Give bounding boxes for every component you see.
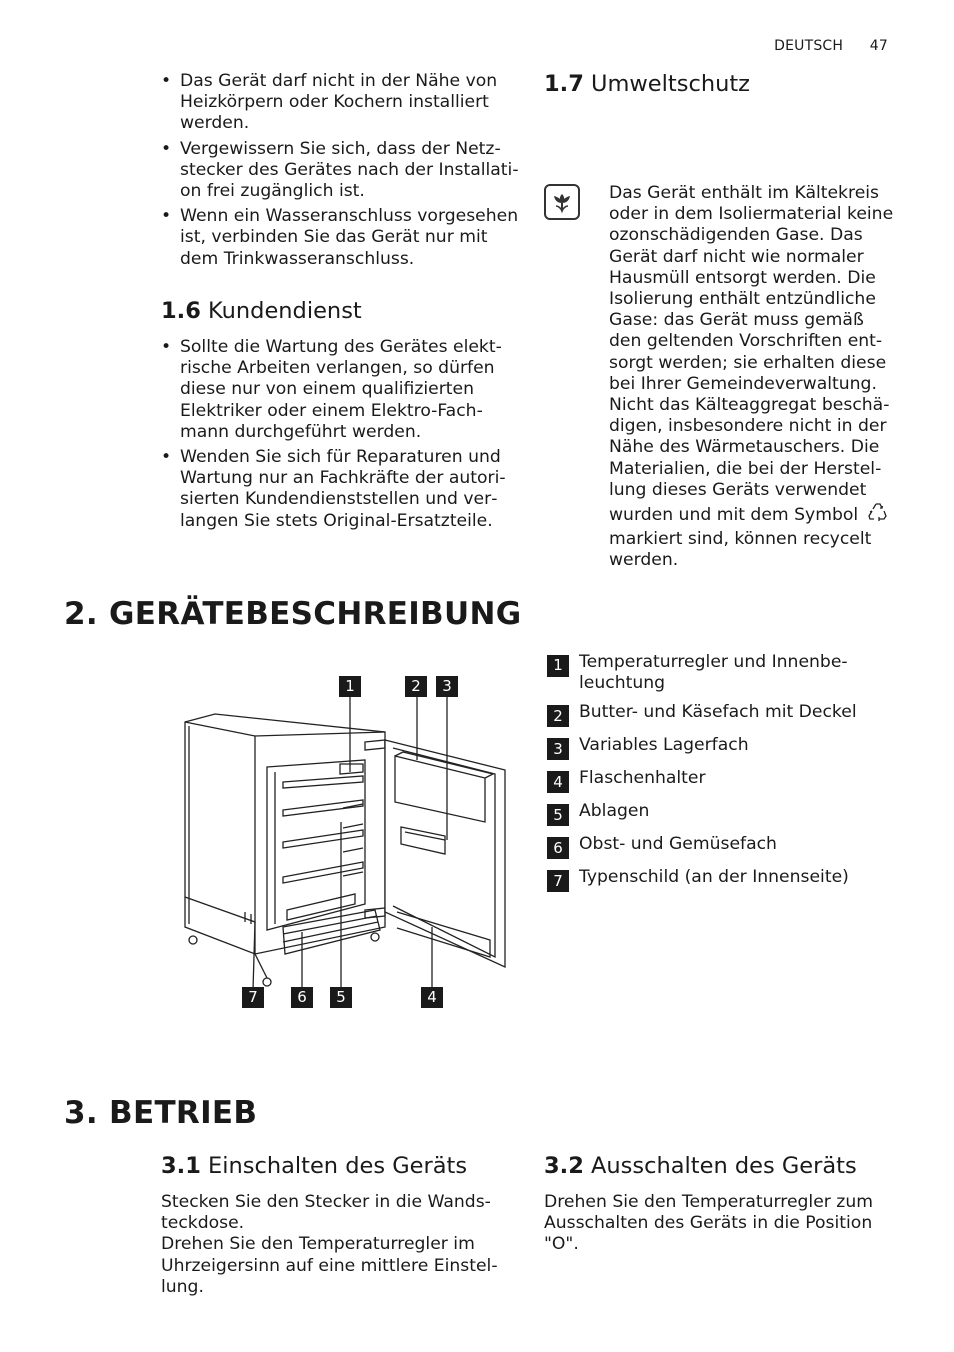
legend-label: Ablagen — [579, 801, 650, 822]
environment-paragraph: Das Gerät enthält im Kältekreis oder in dem Isoliermaterial keine ozonschädigenden Gase. Das Gerät darf nicht wie normaler Hausmüll entsorgt werden. Die Isolierung enthält entzündliche Gase: das Gerät muss gemäß den geltenden Vorschriften entsorgt werden; sie erhalten diese bei Ihrer Gemeindeverwaltung. Nicht das Kälteaggregat beschädigen, insbesondere nicht in der Nähe des Wärmetauschers. Die Materialien, die bei der Herstellung dieses Geräts verwendet wurden und mit dem Symbol — [609, 183, 894, 526]
section-heading — [544, 1152, 894, 1180]
figure-label: 1 — [339, 676, 361, 697]
legend-number: 1 — [547, 655, 569, 677]
legend-number: 6 — [547, 837, 569, 859]
section-number: 3.1 — [161, 1153, 201, 1179]
paragraph: Stecken Sie den Stecker in die Wandsteckdose. — [161, 1192, 491, 1234]
appliance-diagram — [175, 672, 520, 1017]
section-heading — [161, 1152, 521, 1180]
list-item: • Das Gerät darf nicht in der Nähe von Heizkörpern oder Kochern installiert werden. — [161, 71, 521, 135]
list-item: • Vergewissern Sie sich, dass der Netzstecker des Gerätes nach der Installation frei zugänglich ist. — [161, 139, 521, 203]
list-item: • Wenn ein Wasseranschluss vorgesehen ist, verbinden Sie das Gerät nur mit dem Trinkwasseranschluss. — [161, 206, 521, 270]
legend-item — [547, 834, 887, 859]
legend-label: Butter- und Käsefach mit Deckel — [579, 702, 857, 723]
section-title: Kundendienst — [208, 298, 362, 324]
recycle-icon — [867, 501, 889, 529]
section-heading — [161, 297, 521, 325]
section-title: Ausschalten des Geräts — [591, 1153, 857, 1179]
chapter-number: 2. — [64, 596, 98, 632]
list-item: • Wenden Sie sich für Reparaturen und Wartung nur an Fachkräfte der autorisierten Kundendienststellen und verlangen Sie stets Original-Ersatzteile. — [161, 447, 521, 532]
paragraph: Drehen Sie den Temperaturregler zum Ausschalten des Geräts in die Position "O". — [544, 1192, 873, 1255]
section-number: 1.7 — [544, 71, 584, 97]
legend-number: 4 — [547, 771, 569, 793]
service-bullet-list — [161, 337, 521, 532]
environment-paragraph-end: markiert sind, können recycelt werden. — [609, 529, 872, 571]
section-title: Umweltschutz — [591, 71, 750, 97]
header-language: DEUTSCH — [774, 38, 844, 54]
section-3-1 — [161, 1152, 521, 1298]
figure-label: 4 — [421, 987, 443, 1008]
section-3-2 — [544, 1152, 894, 1256]
page-header — [774, 38, 888, 54]
legend-item — [547, 652, 887, 694]
intro-section — [161, 71, 521, 274]
legend-item — [547, 867, 887, 892]
figure-label: 2 — [405, 676, 427, 697]
legend-item — [547, 735, 887, 760]
legend-number: 3 — [547, 738, 569, 760]
legend-item — [547, 801, 887, 826]
environment-text — [609, 183, 899, 572]
section-number: 3.2 — [544, 1153, 584, 1179]
figure-label: 5 — [330, 987, 352, 1008]
intro-bullet-list — [161, 71, 521, 270]
chapter-title: BETRIEB — [109, 1095, 258, 1131]
legend-number: 5 — [547, 804, 569, 826]
legend-number: 7 — [547, 870, 569, 892]
component-legend — [547, 652, 887, 900]
chapter-title: GERÄTEBESCHREIBUNG — [109, 596, 522, 632]
section-heading — [544, 70, 894, 98]
legend-label: Typenschild (an der Innenseite) — [579, 867, 849, 888]
figure-label: 3 — [436, 676, 458, 697]
page-number: 47 — [869, 38, 888, 54]
legend-number: 2 — [547, 705, 569, 727]
list-item: • Sollte die Wartung des Gerätes elektrische Arbeiten verlangen, so dürfen diese nur von einem qualifizierten Elektriker oder einem Elektro-Fachmann durchgeführt werden. — [161, 337, 521, 443]
legend-item — [547, 702, 887, 727]
chapter-number: 3. — [64, 1095, 98, 1131]
section-1-6 — [161, 297, 521, 536]
legend-label: Temperaturregler und Innenbeleuchtung — [579, 652, 848, 694]
eco-tulip-icon — [544, 184, 580, 220]
figure-label: 6 — [291, 987, 313, 1008]
legend-label: Flaschenhalter — [579, 768, 706, 789]
section-number: 1.6 — [161, 298, 201, 324]
section-1-7 — [544, 70, 894, 571]
chapter-heading-2 — [64, 596, 521, 632]
section-title: Einschalten des Geräts — [208, 1153, 468, 1179]
legend-label: Obst- und Gemüsefach — [579, 834, 777, 855]
figure-label: 7 — [242, 987, 264, 1008]
paragraph: Drehen Sie den Temperaturregler im Uhrzeigersinn auf eine mittlere Einstellung. — [161, 1234, 498, 1297]
chapter-heading-3 — [64, 1095, 257, 1131]
legend-item — [547, 768, 887, 793]
legend-label: Variables Lagerfach — [579, 735, 749, 756]
